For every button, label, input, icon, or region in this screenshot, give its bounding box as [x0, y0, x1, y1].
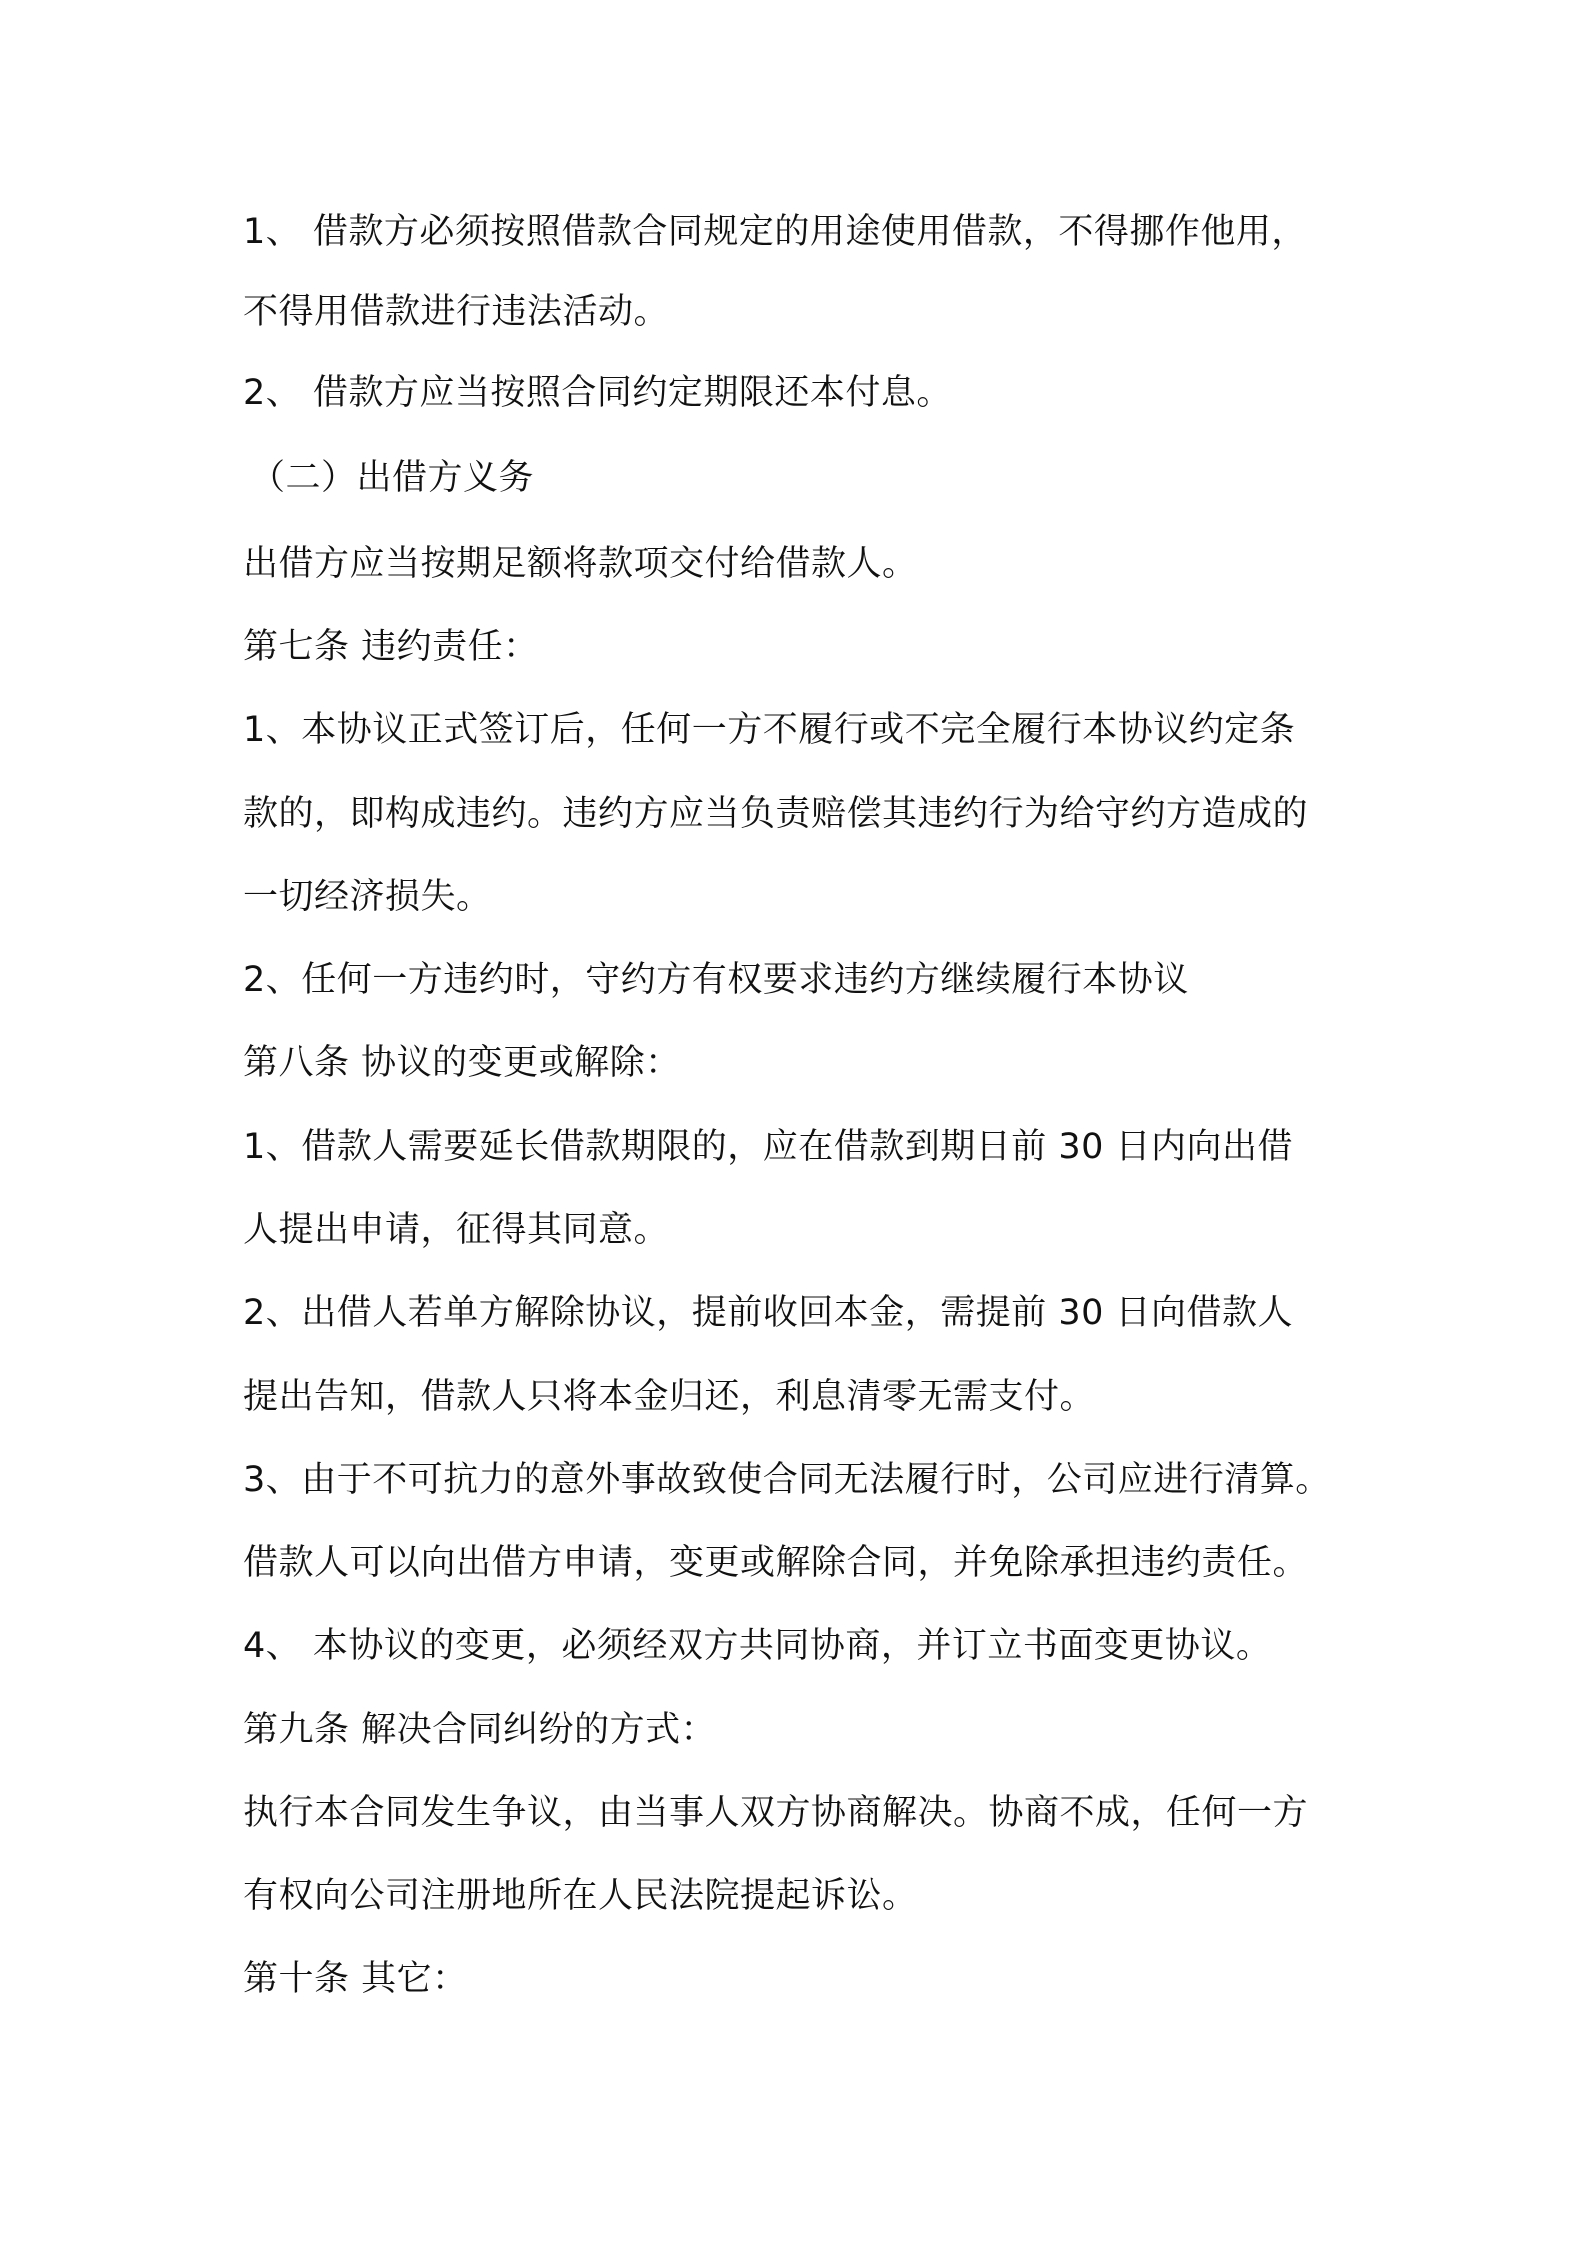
text-line: 2、任何一方违约时，守约方有权要求违约方继续履行本协议 [243, 960, 1189, 1000]
text-line: 1、本协议正式签订后，任何一方不履行或不完全履行本协议约定条 [243, 710, 1296, 750]
text-line: 出借方应当按期足额将款项交付给借款人。 [243, 544, 918, 584]
text-line: 4、 本协议的变更，必须经双方共同协商，并订立书面变更协议。 [243, 1626, 1272, 1666]
text-line: 2、 借款方应当按照合同约定期限还本付息。 [243, 373, 952, 413]
section-heading: （二）出借方义务 [250, 458, 535, 498]
article-heading: 第七条 违约责任： [243, 627, 539, 667]
article-heading: 第十条 其它： [243, 1959, 468, 1999]
article-heading: 第八条 协议的变更或解除： [243, 1043, 681, 1083]
text-line: 一切经济损失。 [243, 877, 492, 917]
text-line: 执行本合同发生争议，由当事人双方协商解决。协商不成，任何一方 [243, 1793, 1309, 1833]
text-line: 1、 借款方必须按照借款合同规定的用途使用借款，不得挪作他用， [243, 212, 1307, 252]
text-line: 有权向公司注册地所在人民法院提起诉讼。 [243, 1876, 918, 1916]
text-line: 2、出借人若单方解除协议，提前收回本金，需提前 30 日向借款人 [243, 1293, 1294, 1333]
text-line: 借款人可以向出借方申请，变更或解除合同，并免除承担违约责任。 [243, 1543, 1309, 1583]
text-line: 不得用借款进行违法活动。 [243, 292, 670, 332]
text-line: 3、由于不可抗力的意外事故致使合同无法履行时，公司应进行清算。 [243, 1460, 1331, 1500]
article-heading: 第九条 解决合同纠纷的方式： [243, 1710, 717, 1750]
text-line: 人提出申请，征得其同意。 [243, 1210, 670, 1250]
text-line: 提出告知，借款人只将本金归还，利息清零无需支付。 [243, 1377, 1096, 1417]
text-line: 1、借款人需要延长借款期限的，应在借款到期日前 30 日内向出借 [243, 1127, 1294, 1167]
text-line: 款的，即构成违约。违约方应当负责赔偿其违约行为给守约方造成的 [243, 794, 1309, 834]
